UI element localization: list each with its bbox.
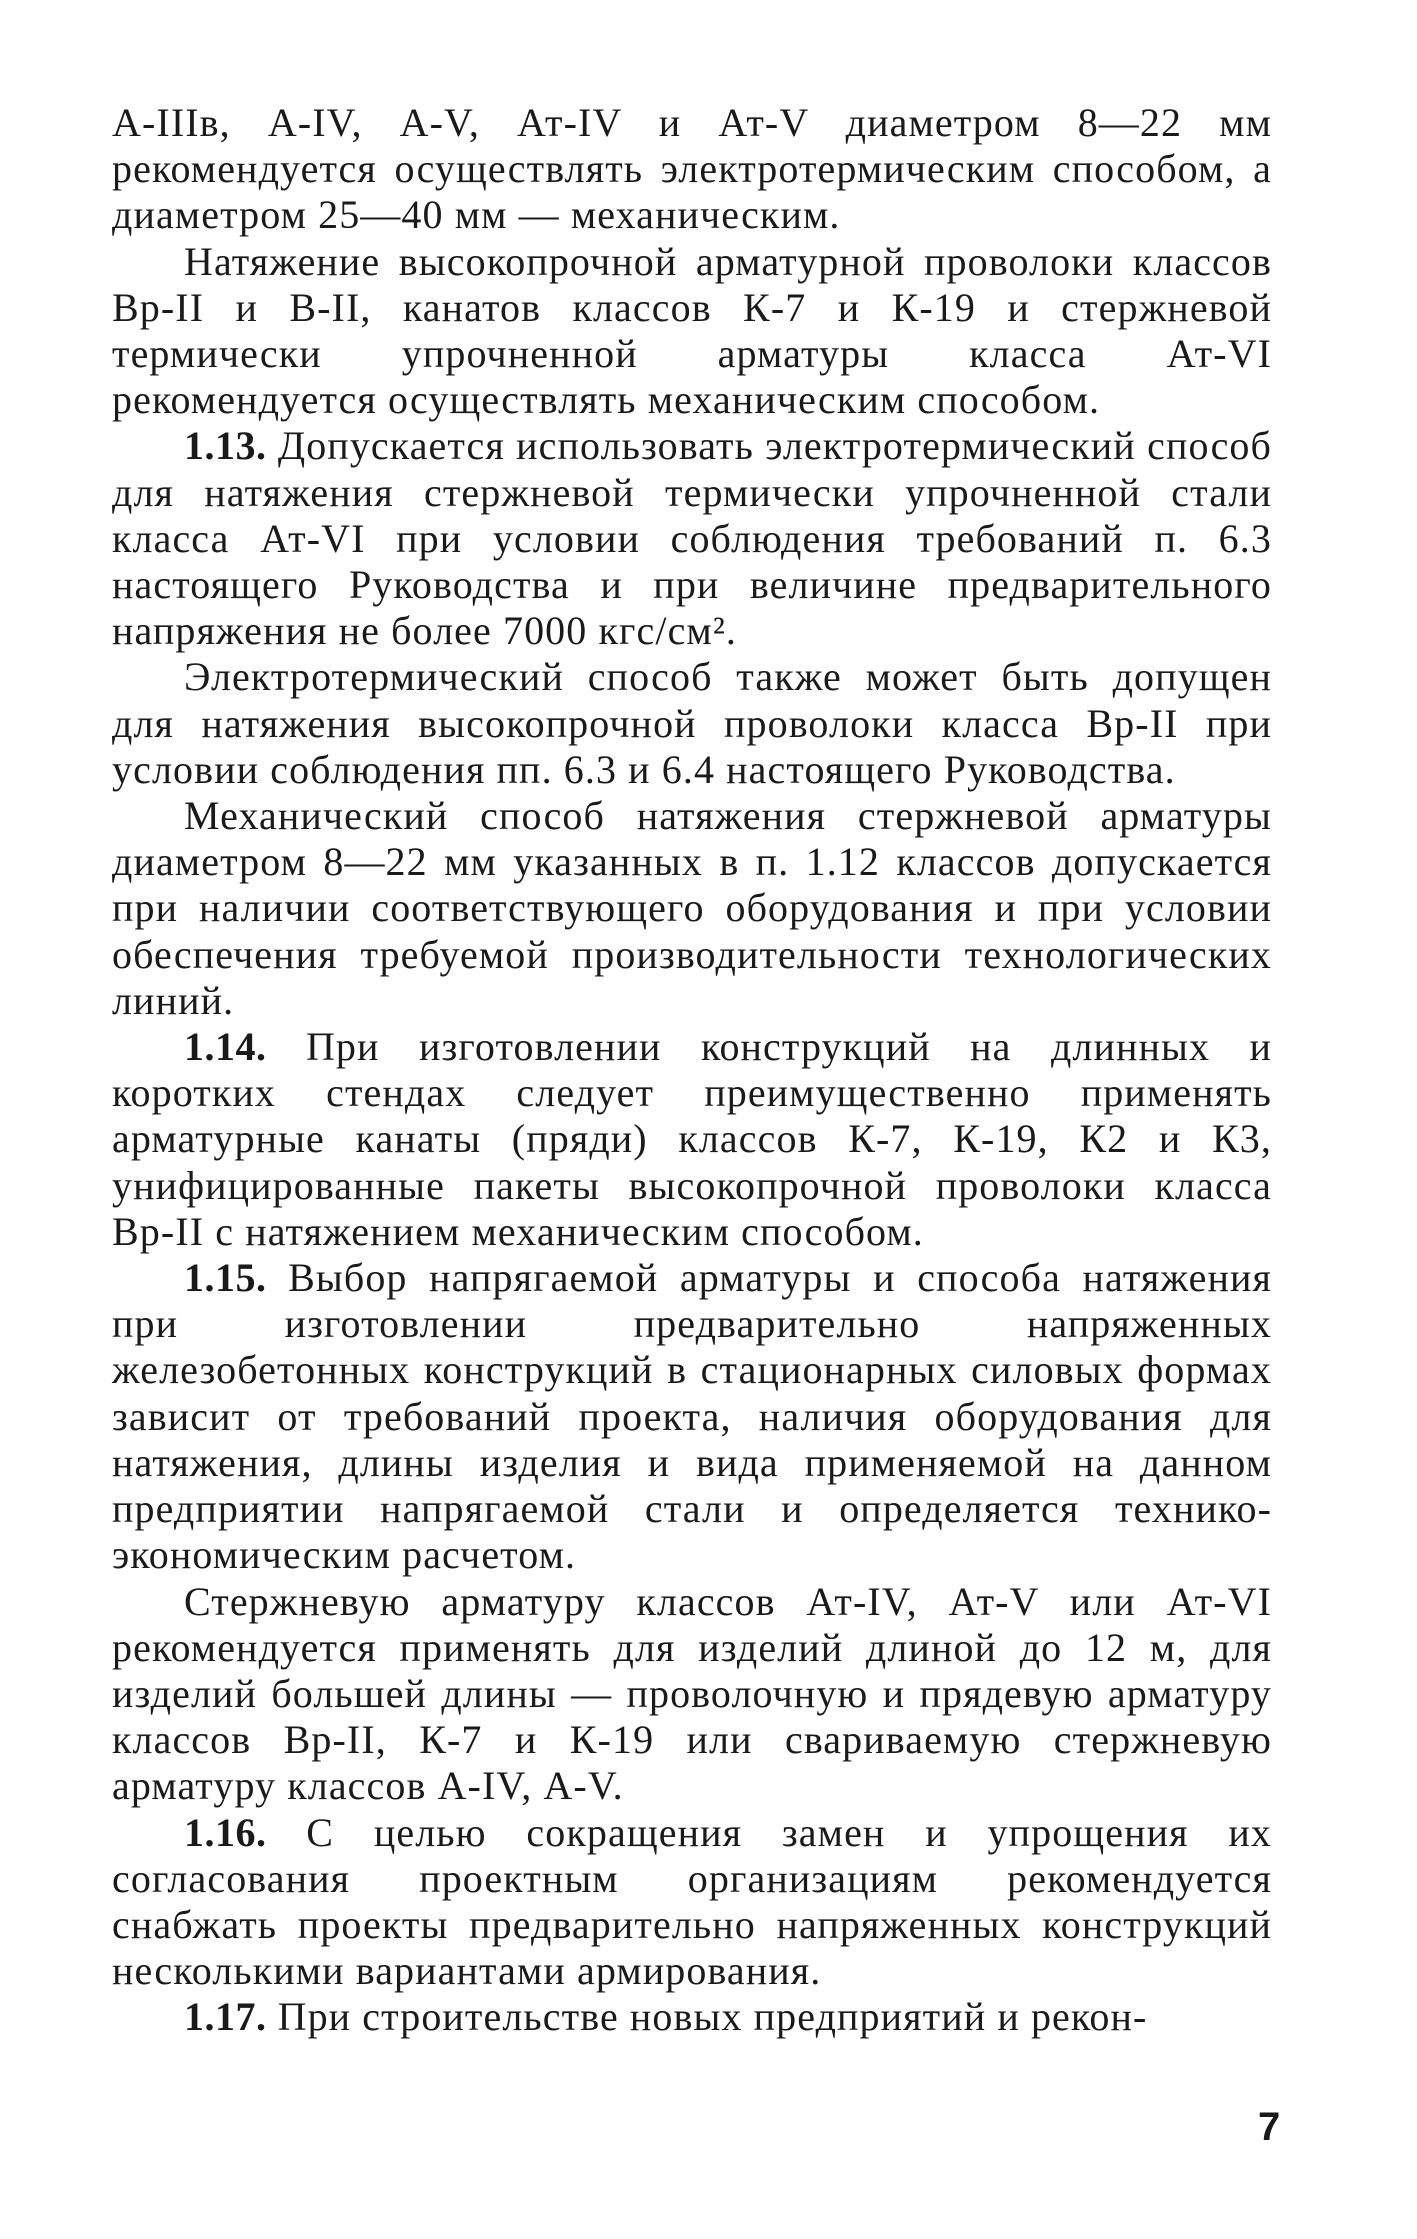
paragraph-text: Механический способ натяжения стержневой арматуры диаметром 8—22 мм указанных в п. 1.12 классов допускается при наличии соответствующего оборудования и при условии обеспечения требуемой производительности технологических линий. — [112, 793, 1272, 1023]
paragraph — [112, 654, 1272, 793]
section-1-13 — [112, 423, 1272, 654]
section-1-16 — [112, 1810, 1272, 1995]
paragraph-text: Электротермический способ также может быть допущен для натяжения высокопрочной проволоки класса Вр-II при условии соблюдения пп. 6.3 и 6.4 настоящего Руководства. — [112, 654, 1272, 792]
paragraph-text: Допускается использовать электротермический способ для натяжения стержневой термически упрочненной стали класса Ат-VI при условии соблюдения требований п. 6.3 настоящего Руководства и при величине предварительного напряжения не более 7000 кгс/см². — [112, 423, 1272, 654]
section-number: 1.17. — [184, 1994, 267, 2040]
paragraph — [112, 239, 1272, 424]
page-number: 7 — [1258, 2105, 1281, 2149]
page-body — [112, 100, 1272, 2041]
paragraph — [112, 1579, 1272, 1810]
paragraph-text: При строительстве новых предприятий и рекон- — [266, 1994, 1148, 2040]
paragraph-text: Натяжение высокопрочной арматурной проволоки классов Вр-II и В-II, канатов классов К-7 и К-19 и стержневой термически упрочненной арматуры класса Ат-VI рекомендуется осуществлять механическим способом. — [112, 238, 1272, 423]
paragraph — [112, 793, 1272, 1024]
paragraph-text: Стержневую арматуру классов Ат-IV, Ат-V или Ат-VI рекомендуется применять для изделий длиной до 12 м, для изделий большей длины — проволочную и прядевую арматуру классов Вр-II, К-7 и К-19 или свариваемую стержневую арматуру классов А-IV, А-V. — [112, 1578, 1272, 1809]
paragraph-continuation — [112, 100, 1272, 239]
paragraph-text: С целью сокращения замен и упрощения их согласования проектным организациям рекомендуется снабжать проекты предварительно напряженных конструкций несколькими вариантами армирования. — [112, 1809, 1272, 1994]
section-number: 1.13. — [184, 423, 267, 469]
paragraph-text: Выбор напрягаемой арматуры и способа натяжения при изготовлении предварительно напряженных железобетонных конструкций в стационарных силовых формах зависит от требований проекта, наличия оборудования для натяжения, длины изделия и вида применяемой на данном предприятии напрягаемой стали и определяется технико-экономическим расчетом. — [112, 1255, 1272, 1578]
section-number: 1.14. — [184, 1024, 267, 1070]
section-1-15 — [112, 1255, 1272, 1578]
paragraph-text: При изготовлении конструкций на длинных и коротких стендах следует преимущественно применять арматурные канаты (пряди) классов К-7, К-19, К2 и К3, унифицированные пакеты высокопрочной проволоки класса Вр-II с натяжением механическим способом. — [112, 1024, 1272, 1254]
paragraph-text: А-IIIв, А-IV, А-V, Ат-IV и Ат-V диаметром 8—22 мм рекомендуется осуществлять электротермическим способом, а диаметром 25—40 мм — механическим. — [112, 100, 1272, 238]
section-1-17 — [112, 1994, 1272, 2040]
section-1-14 — [112, 1024, 1272, 1255]
section-number: 1.15. — [184, 1255, 267, 1301]
section-number: 1.16. — [184, 1809, 267, 1855]
